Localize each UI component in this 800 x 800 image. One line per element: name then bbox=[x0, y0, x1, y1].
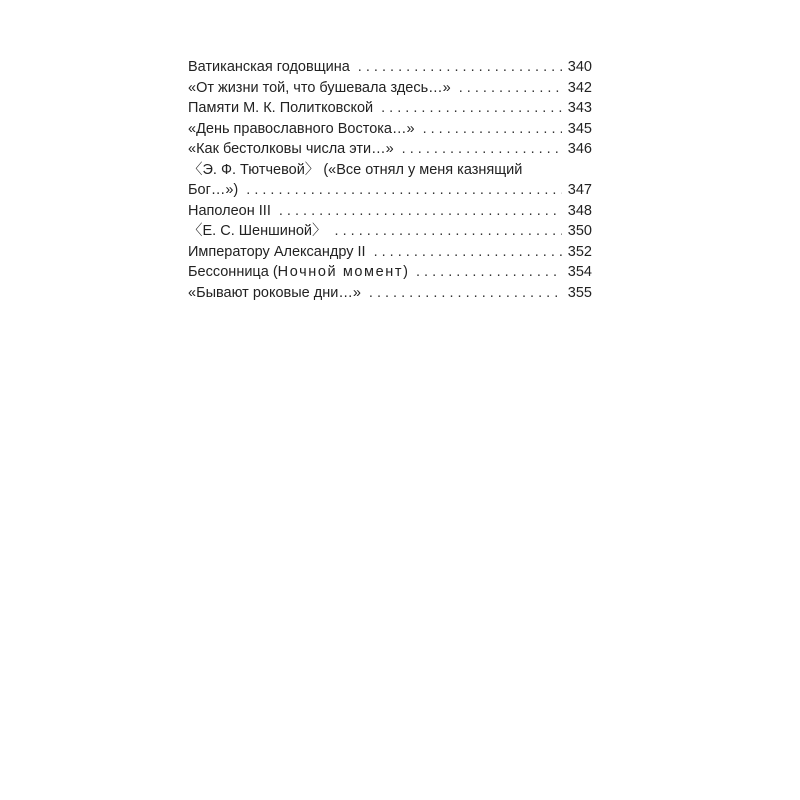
dot-leader bbox=[374, 242, 562, 263]
toc-entry-title: Памяти М. К. Политковской bbox=[188, 100, 374, 116]
toc-entry-title: «От жизни той, что бушевала здесь…» bbox=[188, 79, 451, 96]
dot-leader bbox=[459, 78, 562, 99]
toc-page-number: 352 bbox=[567, 243, 592, 260]
toc-entry-title: 〈Е. С. Шеншиной〉 bbox=[188, 223, 327, 239]
toc-page-number: 346 bbox=[567, 141, 592, 157]
toc-entry-title-part: ) bbox=[403, 264, 408, 280]
toc-entry-multiline bbox=[188, 160, 592, 201]
toc-entry-title: Императору Александру II bbox=[188, 243, 366, 260]
toc-entry bbox=[188, 242, 592, 263]
toc-entry-title-spaced: Ночной момент bbox=[277, 264, 404, 280]
toc-entry bbox=[188, 57, 592, 78]
toc-entry-title: Наполеон III bbox=[188, 202, 271, 219]
toc-page-number: 342 bbox=[567, 79, 592, 96]
toc-entry-title-line1: 〈Э. Ф. Тютчевой〉 («Все отнял у меня казнящий bbox=[188, 161, 523, 178]
toc-page-number: 355 bbox=[567, 284, 592, 301]
toc-entry-title: «Бывают роковые дни…» bbox=[188, 284, 361, 301]
toc-page-number: 347 bbox=[567, 182, 592, 198]
toc-page-number: 345 bbox=[567, 120, 592, 137]
toc-page-number: 354 bbox=[567, 264, 592, 280]
toc-page-number: 340 bbox=[567, 59, 592, 75]
table-of-contents bbox=[188, 57, 592, 303]
toc-page-number: 343 bbox=[567, 100, 592, 116]
dot-leader bbox=[335, 221, 562, 242]
dot-leader bbox=[423, 119, 562, 140]
dot-leader bbox=[358, 57, 562, 78]
dot-leader bbox=[402, 139, 562, 160]
toc-entry-title bbox=[188, 262, 408, 283]
toc-entry-title-line2: Бог…») bbox=[188, 182, 239, 198]
toc-entry bbox=[188, 98, 592, 119]
toc-entry bbox=[188, 78, 592, 99]
dot-leader bbox=[416, 262, 562, 283]
dot-leader bbox=[246, 180, 562, 201]
toc-entry-title-part: Бессонница ( bbox=[188, 264, 278, 280]
toc-entry bbox=[188, 221, 592, 242]
toc-entry bbox=[188, 139, 592, 160]
dot-leader bbox=[279, 201, 562, 222]
toc-page-number: 348 bbox=[567, 202, 592, 219]
toc-entry bbox=[188, 262, 592, 283]
toc-entry bbox=[188, 119, 592, 140]
toc-entry bbox=[188, 201, 592, 222]
toc-entry-title: «Как бестолковы числа эти…» bbox=[188, 141, 394, 157]
toc-entry-title: Ватиканская годовщина bbox=[188, 59, 350, 75]
toc-entry-title: «День православного Востока…» bbox=[188, 120, 415, 137]
toc-entry bbox=[188, 283, 592, 304]
toc-page-number: 350 bbox=[567, 223, 592, 239]
dot-leader bbox=[381, 98, 562, 119]
toc-entry-continuation bbox=[188, 180, 592, 201]
dot-leader bbox=[369, 283, 562, 304]
